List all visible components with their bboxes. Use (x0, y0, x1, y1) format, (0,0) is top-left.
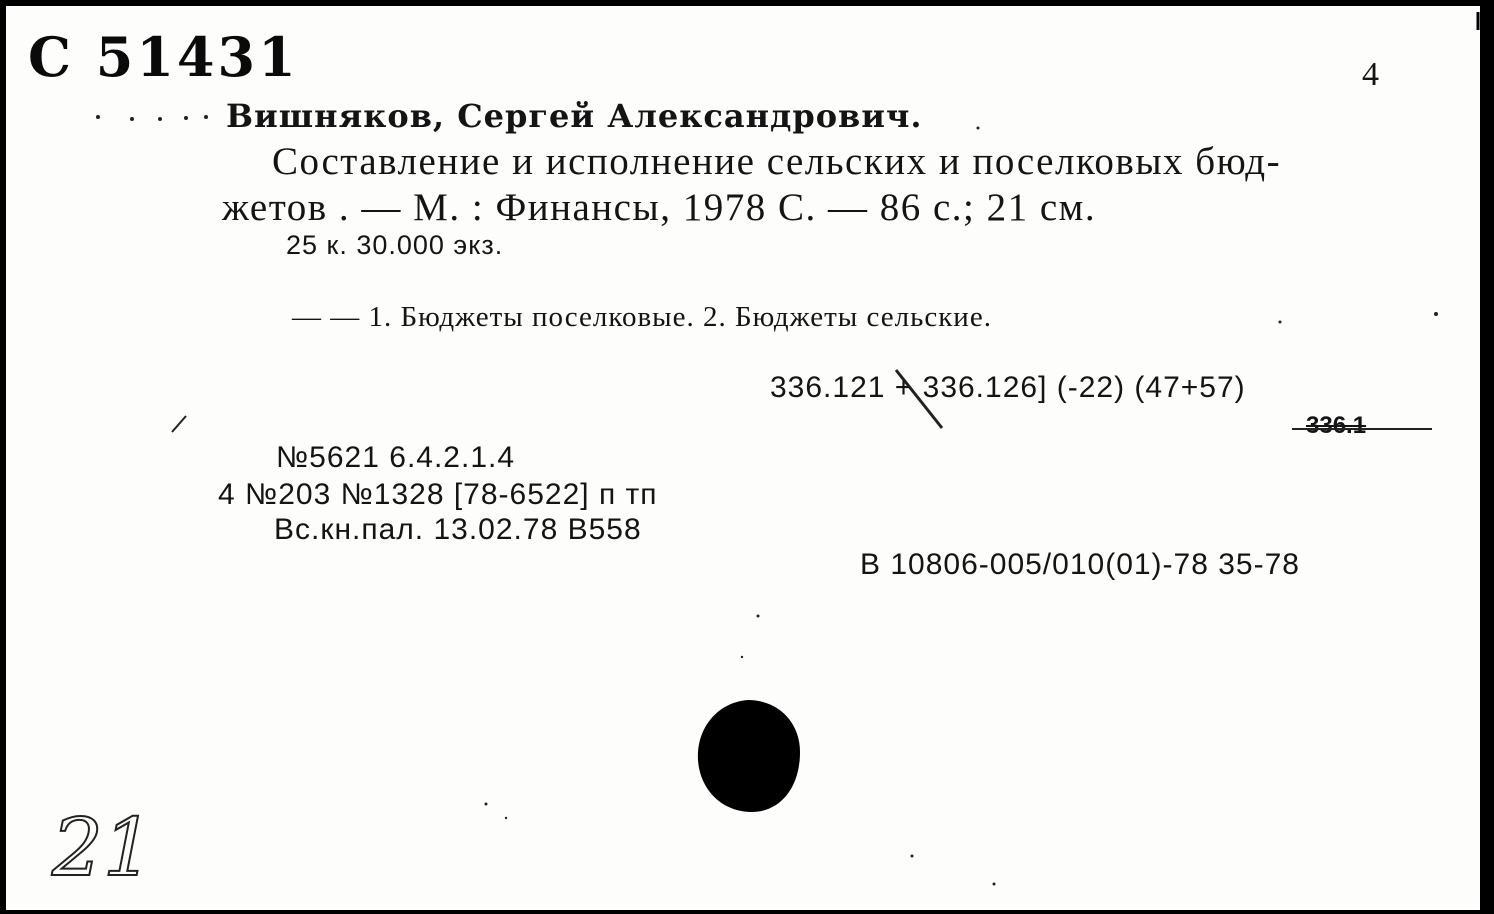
card-number: 4 (1362, 56, 1379, 93)
speck (911, 855, 914, 858)
author-heading: Вишняков, Сергей Александрович. (226, 97, 923, 135)
classification-index: 336.121 + 336.126] (-22) (47+57) (770, 371, 1246, 404)
call-number: С 51431 (28, 25, 299, 89)
struck-classification: 336.1 (1306, 412, 1367, 439)
price-and-run: 25 к. 30.000 экз. (286, 230, 504, 260)
speck (741, 656, 743, 658)
speck (1279, 321, 1282, 324)
speck (757, 615, 760, 618)
bbk-code: В 10806-005/010(01)-78 35-78 (860, 548, 1300, 581)
speck (977, 127, 980, 130)
handwritten-number: 21 (52, 801, 154, 894)
title-line-2: жетов . — М. : Финансы, 1978 С. — 86 с.; 21 см. (222, 186, 1097, 229)
leader-dot (96, 115, 100, 119)
reference-line-3: Вс.кн.пал. 13.02.78 В558 (274, 513, 642, 546)
leader-dot (184, 116, 188, 120)
punch-hole (698, 700, 800, 812)
reference-line-2: 4 №203 №1328 [78-6522] п тп (218, 478, 658, 511)
leader-dot (158, 117, 162, 121)
speck (485, 803, 488, 806)
title-line-1: Составление и исполнение сельских и поселковых бюд- (272, 140, 1282, 183)
leader-dot (130, 117, 134, 121)
leader-dot (204, 115, 208, 119)
speck (1434, 312, 1438, 316)
speck (993, 883, 996, 886)
speck (505, 817, 507, 819)
stray-mark (172, 416, 186, 432)
subject-headings: — — 1. Бюджеты поселковые. 2. Бюджеты сельские. (292, 301, 992, 333)
correction-stroke (896, 370, 942, 428)
reference-line-1: №5621 6.4.2.1.4 (276, 441, 516, 474)
